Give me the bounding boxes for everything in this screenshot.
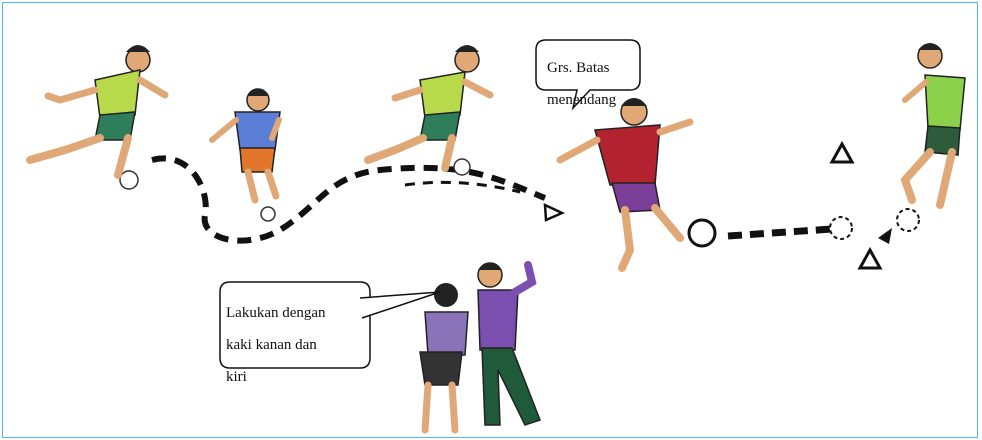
cone-triangle-icon bbox=[832, 144, 852, 162]
pass-path bbox=[728, 229, 832, 236]
ball-icon bbox=[454, 159, 470, 175]
coach-left bbox=[420, 283, 468, 430]
arrowhead-icon bbox=[878, 228, 892, 244]
ball-icon bbox=[897, 209, 919, 231]
kick-boundary-bubble bbox=[547, 44, 616, 108]
player-running-3 bbox=[368, 45, 490, 168]
ball-icon bbox=[261, 207, 275, 221]
player-kicking-4 bbox=[560, 98, 690, 268]
dribble-path bbox=[152, 158, 545, 240]
instruction-bubble bbox=[226, 289, 326, 385]
arrowhead-icon bbox=[545, 205, 562, 220]
instruction-line3: kiri bbox=[226, 369, 247, 385]
player-running-1 bbox=[30, 45, 165, 175]
instruction-line1: Lakukan dengan bbox=[226, 305, 326, 321]
cone-triangle-icon bbox=[860, 250, 880, 268]
kick-boundary-line2: menendang bbox=[547, 92, 617, 108]
ball-icon bbox=[689, 220, 715, 246]
kick-boundary-line1: Grs. Batas bbox=[547, 60, 610, 76]
ball-icon bbox=[830, 217, 852, 239]
player-dribbling-2 bbox=[212, 89, 280, 200]
ball-icon bbox=[120, 171, 138, 189]
instruction-line2: kaki kanan dan bbox=[226, 337, 317, 353]
player-receiving-5 bbox=[905, 43, 965, 205]
coach-right bbox=[478, 263, 540, 425]
